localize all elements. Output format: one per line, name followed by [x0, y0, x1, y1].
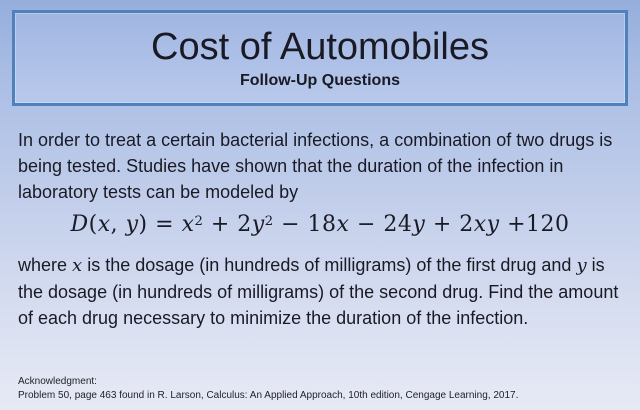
body-paragraph-2: where x is the dosage (in hundreds of milligrams) of the first drug and y is the dosage (in hundreds of milligrams) of the second drug. Find the amount of each drug necessary to minimize the duration of the infection.	[18, 255, 619, 328]
duration-formula: D(x, $y) = x^2 + 2y^2 - 18x - 24y + 2xy +120$	[70, 212, 570, 237]
acknowledgment	[18, 375, 628, 402]
title-box	[12, 10, 628, 106]
page-title: Cost of Automobiles	[151, 26, 489, 68]
body-paragraph-1: In order to treat a certain bacterial infections, a combination of two drugs is being tested. Studies have shown that the duration of the infection in laboratory tests can be modeled by	[18, 130, 613, 202]
acknowledgment-label: Acknowledgment:	[18, 376, 97, 387]
page-subtitle: Follow-Up Questions	[240, 72, 400, 89]
acknowledgment-text: Problem 50, page 463 found in R. Larson, Calculus: An Applied Approach, 10th edition, Cengage Learning, 2017.	[18, 389, 519, 401]
